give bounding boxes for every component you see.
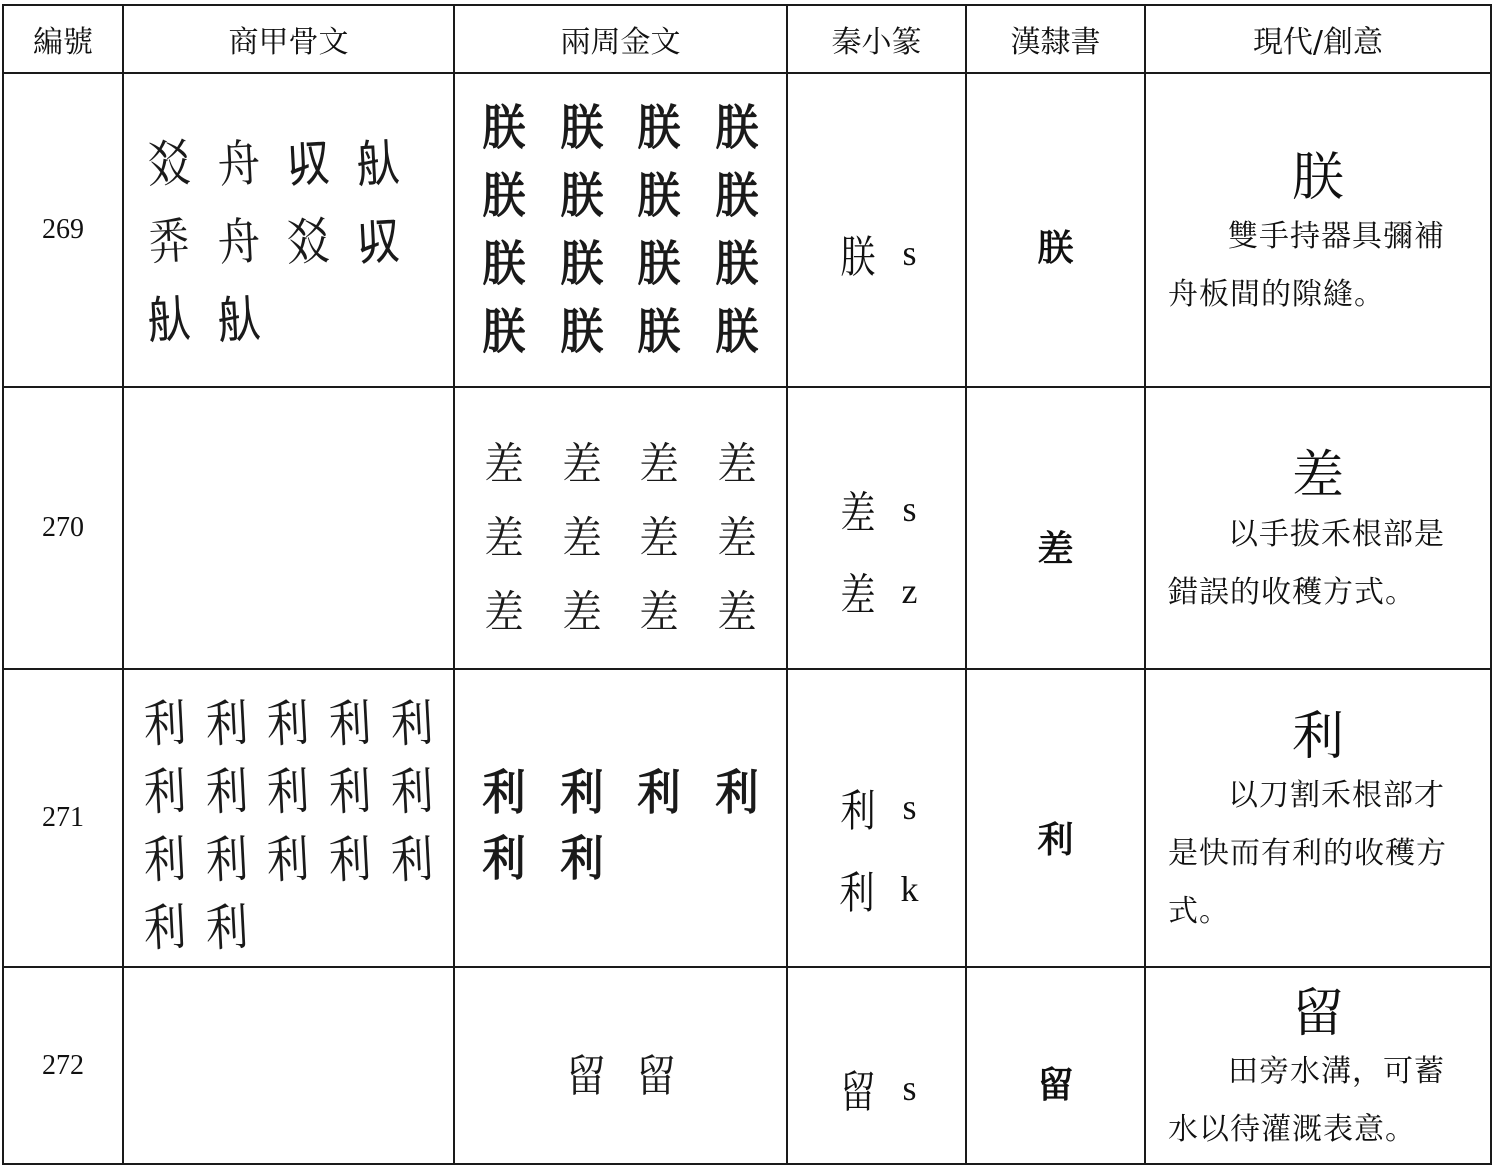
- bronze-glyph: 朕: [560, 304, 604, 360]
- row-number: 272: [3, 967, 123, 1164]
- oracle-glyph: 利: [265, 693, 312, 755]
- bronze-glyph: 朕: [637, 100, 681, 156]
- seal-entry: [836, 775, 916, 839]
- bronze-glyph: 朕: [715, 168, 759, 224]
- oracle-glyph: 㸚: [146, 133, 192, 195]
- oracle-glyph: 利: [203, 829, 250, 891]
- bronze-glyph: 差: [484, 587, 524, 638]
- row-number: 270: [3, 387, 123, 669]
- oracle-cell: [123, 387, 454, 669]
- modern-cell: [1145, 967, 1491, 1164]
- bronze-glyph: 利: [637, 765, 681, 821]
- modern-explanation: 以刀割禾根部才是快而有利的收穫方式。: [1168, 777, 1447, 929]
- modern-character: 利: [1291, 707, 1344, 768]
- modern-cell: [1145, 387, 1491, 669]
- seal-entry: [836, 477, 916, 541]
- seal-entry: [836, 559, 918, 623]
- seal-cell: [787, 73, 966, 387]
- bronze-glyph: 差: [484, 439, 524, 490]
- seal-entry: [836, 221, 916, 285]
- seal-cell: [787, 387, 966, 669]
- modern-character: 朕: [1291, 148, 1344, 209]
- bronze-glyph: 差: [561, 587, 602, 638]
- bronze-glyph: 朕: [560, 168, 604, 224]
- modern-explanation: 田旁水溝，可蓄水以待灌溉表意。: [1168, 1054, 1445, 1148]
- seal-source-tag: s: [902, 233, 917, 273]
- row-number: 269: [3, 73, 123, 387]
- oracle-cell: [123, 967, 454, 1164]
- oracle-glyph: 利: [265, 829, 312, 891]
- bronze-glyph: 利: [482, 765, 526, 821]
- bronze-glyph: 朕: [482, 100, 526, 156]
- clerical-cell: [966, 73, 1145, 387]
- bronze-glyph: 朕: [637, 304, 681, 360]
- seal-source-tag: z: [901, 571, 918, 611]
- bronze-glyph: 留: [565, 1050, 606, 1102]
- table-row: [3, 967, 1491, 1164]
- seal-cell: [787, 669, 966, 967]
- clerical-glyph: 留: [1037, 1065, 1074, 1106]
- bronze-glyph: 朕: [482, 168, 526, 224]
- oracle-glyph: 𠬞: [285, 133, 332, 195]
- seal-list: [788, 1012, 965, 1120]
- oracle-glyph: 利: [265, 761, 312, 823]
- clerical-cell: [966, 967, 1145, 1164]
- oracle-glyph: 利: [203, 897, 250, 959]
- header-number: 編號: [3, 5, 123, 73]
- row-number: 271: [3, 669, 123, 967]
- table-row: [3, 387, 1491, 669]
- bronze-cell: [454, 967, 787, 1164]
- oracle-glyph: 𠬞: [355, 211, 401, 273]
- seal-glyph: 利: [838, 868, 875, 919]
- bronze-glyph: 朕: [560, 100, 604, 156]
- seal-source-tag: k: [900, 869, 919, 909]
- bronze-glyph-grid: [455, 421, 786, 638]
- header-small-seal: 秦小篆: [787, 5, 966, 73]
- seal-list: [788, 715, 965, 921]
- bronze-glyph: 朕: [637, 236, 681, 292]
- header-clerical: 漢隸書: [966, 5, 1145, 73]
- modern-explanation: 以手拔禾根部是錯誤的收穫方式。: [1168, 516, 1445, 610]
- bronze-cell: [454, 73, 787, 387]
- oracle-glyph: 舟: [215, 211, 262, 273]
- bronze-glyph: 差: [561, 439, 602, 490]
- oracle-glyph: 利: [142, 761, 188, 823]
- oracle-cell: [123, 669, 454, 967]
- clerical-glyph: 朕: [1037, 227, 1074, 269]
- oracle-glyph: 利: [327, 829, 374, 891]
- bronze-glyph: 朕: [715, 100, 759, 156]
- bronze-glyph: 利: [560, 831, 604, 887]
- seal-list: [788, 433, 965, 623]
- bronze-glyph: 差: [717, 439, 757, 490]
- oracle-glyph: 利: [327, 693, 374, 755]
- seal-source-tag: s: [902, 787, 917, 827]
- modern-character: 留: [1291, 983, 1344, 1044]
- seal-list: [788, 175, 965, 285]
- seal-glyph: 留: [840, 1066, 877, 1118]
- oracle-glyph: 利: [389, 693, 435, 755]
- bronze-glyph: 朕: [482, 304, 526, 360]
- bronze-glyph-grid: [455, 753, 786, 887]
- header-row: [3, 5, 1491, 73]
- oracle-glyph: 利: [142, 693, 188, 755]
- seal-glyph: 差: [840, 488, 877, 539]
- seal-cell: [787, 967, 966, 1164]
- bronze-glyph: 差: [639, 587, 680, 638]
- table-row: [3, 669, 1491, 967]
- oracle-glyph-grid: [124, 683, 453, 959]
- bronze-glyph: 差: [639, 439, 680, 490]
- oracle-glyph: 𦨈: [355, 133, 401, 195]
- clerical-cell: [966, 387, 1145, 669]
- oracle-glyph: 㸚: [285, 211, 332, 273]
- clerical-cell: [966, 669, 1145, 967]
- header-modern: 現代/創意: [1145, 5, 1491, 73]
- oracle-glyph: 利: [389, 761, 435, 823]
- bronze-glyph: 朕: [715, 304, 759, 360]
- seal-glyph: 差: [839, 570, 876, 621]
- bronze-glyph: 朕: [560, 236, 604, 292]
- seal-glyph: 利: [840, 786, 877, 837]
- oracle-glyph-grid: [124, 115, 453, 351]
- bronze-glyph: 利: [715, 765, 759, 821]
- bronze-cell: [454, 387, 787, 669]
- bronze-glyph: 留: [635, 1050, 676, 1102]
- clerical-glyph: 差: [1037, 528, 1074, 570]
- seal-entry: [836, 1056, 916, 1120]
- oracle-glyph: 𦨈: [146, 289, 192, 351]
- bronze-glyph: 朕: [637, 168, 681, 224]
- oracle-glyph: 利: [203, 693, 250, 755]
- bronze-glyph: 差: [717, 587, 757, 638]
- oracle-glyph: 利: [203, 761, 250, 823]
- bronze-glyph: 利: [482, 831, 526, 887]
- bronze-glyph: 差: [561, 513, 602, 564]
- seal-source-tag: s: [902, 1067, 917, 1108]
- header-bronze: 兩周金文: [454, 5, 787, 73]
- header-oracle-bone: 商甲骨文: [123, 5, 454, 73]
- bronze-glyph: 差: [484, 513, 524, 564]
- table-row: [3, 73, 1491, 387]
- bronze-glyph: 朕: [715, 236, 759, 292]
- oracle-glyph: 利: [142, 829, 188, 891]
- modern-explanation: 雙手持器具彌補舟板間的隙縫。: [1168, 218, 1445, 312]
- seal-glyph: 朕: [840, 232, 877, 283]
- bronze-glyph-grid: [455, 1033, 786, 1102]
- bronze-glyph: 差: [717, 513, 757, 564]
- bronze-cell: [454, 669, 787, 967]
- oracle-glyph: 舟: [215, 133, 262, 195]
- oracle-glyph: 𦨈: [215, 289, 262, 351]
- modern-character: 差: [1291, 446, 1344, 507]
- oracle-glyph: 利: [327, 761, 374, 823]
- oracle-cell: [123, 73, 454, 387]
- oracle-glyph: 利: [142, 897, 188, 959]
- bronze-glyph: 差: [639, 513, 680, 564]
- bronze-glyph-grid: [455, 100, 786, 360]
- clerical-glyph: 利: [1037, 819, 1074, 861]
- seal-entry: [835, 857, 919, 921]
- seal-source-tag: s: [902, 489, 917, 529]
- oracle-glyph: 𢍏: [146, 211, 192, 273]
- modern-cell: [1145, 73, 1491, 387]
- bronze-glyph: 朕: [482, 236, 526, 292]
- bronze-glyph: 利: [560, 765, 604, 821]
- modern-cell: [1145, 669, 1491, 967]
- oracle-glyph: 利: [389, 829, 435, 891]
- character-evolution-table: [2, 4, 1492, 1165]
